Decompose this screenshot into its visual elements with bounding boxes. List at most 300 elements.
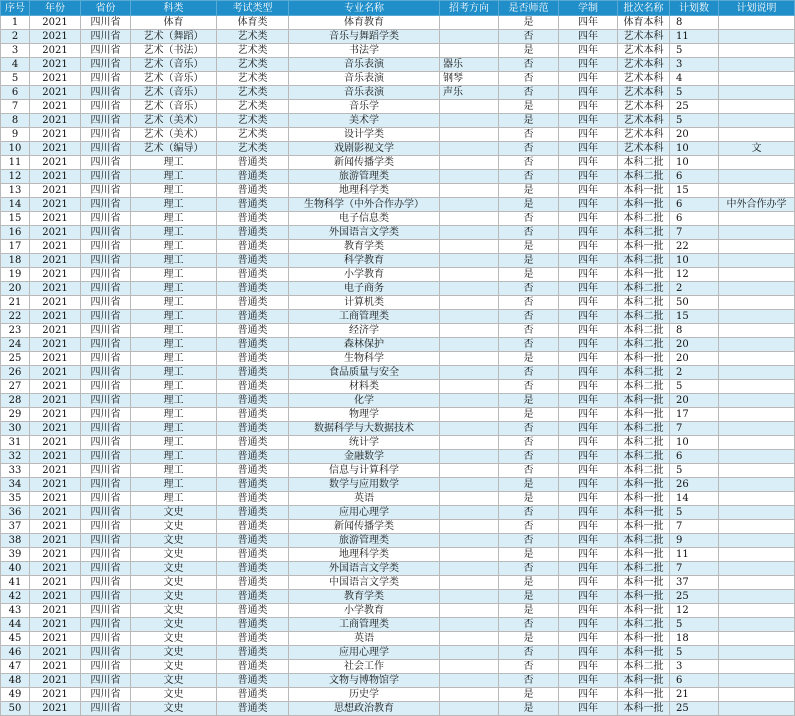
cell-index: 24	[1, 338, 30, 352]
cell-exam-type: 普通类	[217, 688, 289, 702]
cell-duration: 四年	[559, 58, 618, 72]
cell-plan-note	[719, 492, 795, 506]
cell-duration: 四年	[559, 436, 618, 450]
cell-batch-name: 本科一批	[618, 674, 670, 688]
cell-major-name: 美术学	[289, 114, 440, 128]
cell-province: 四川省	[81, 576, 131, 590]
cell-subject-category: 文史	[131, 604, 217, 618]
cell-index: 10	[1, 142, 30, 156]
cell-year: 2021	[30, 184, 81, 198]
cell-duration: 四年	[559, 408, 618, 422]
cell-exam-type: 普通类	[217, 520, 289, 534]
cell-plan-count: 5	[670, 380, 719, 394]
cell-direction	[440, 184, 499, 198]
cell-duration: 四年	[559, 618, 618, 632]
cell-province: 四川省	[81, 380, 131, 394]
cell-plan-note	[719, 352, 795, 366]
cell-index: 28	[1, 394, 30, 408]
cell-index: 40	[1, 562, 30, 576]
cell-duration: 四年	[559, 394, 618, 408]
cell-subject-category: 艺术（音乐）	[131, 72, 217, 86]
cell-plan-count: 6	[670, 170, 719, 184]
cell-exam-type: 艺术类	[217, 86, 289, 100]
table-row	[1, 520, 795, 534]
cell-plan-count: 3	[670, 58, 719, 72]
cell-subject-category: 理工	[131, 338, 217, 352]
cell-direction	[440, 534, 499, 548]
table-row	[1, 688, 795, 702]
cell-major-name: 新闻传播学类	[289, 156, 440, 170]
cell-major-name: 小学教育	[289, 604, 440, 618]
cell-province: 四川省	[81, 16, 131, 30]
cell-batch-name: 本科二批	[618, 296, 670, 310]
cell-year: 2021	[30, 114, 81, 128]
cell-province: 四川省	[81, 30, 131, 44]
cell-is-teacher-training: 是	[499, 254, 559, 268]
cell-plan-count: 2	[670, 282, 719, 296]
cell-exam-type: 普通类	[217, 450, 289, 464]
cell-major-name: 物理学	[289, 408, 440, 422]
cell-province: 四川省	[81, 198, 131, 212]
cell-batch-name: 本科二批	[618, 380, 670, 394]
cell-subject-category: 理工	[131, 310, 217, 324]
cell-batch-name: 本科一批	[618, 688, 670, 702]
cell-major-name: 历史学	[289, 688, 440, 702]
cell-exam-type: 普通类	[217, 408, 289, 422]
cell-is-teacher-training: 否	[499, 380, 559, 394]
table-row	[1, 478, 795, 492]
cell-plan-note	[719, 674, 795, 688]
cell-year: 2021	[30, 282, 81, 296]
cell-plan-count: 2	[670, 366, 719, 380]
cell-year: 2021	[30, 478, 81, 492]
cell-plan-count: 7	[670, 520, 719, 534]
cell-year: 2021	[30, 618, 81, 632]
cell-duration: 四年	[559, 128, 618, 142]
cell-index: 34	[1, 478, 30, 492]
cell-is-teacher-training: 是	[499, 688, 559, 702]
cell-duration: 四年	[559, 450, 618, 464]
cell-plan-count: 20	[670, 338, 719, 352]
cell-index: 13	[1, 184, 30, 198]
cell-is-teacher-training: 否	[499, 72, 559, 86]
cell-major-name: 外国语言文学类	[289, 562, 440, 576]
cell-is-teacher-training: 否	[499, 534, 559, 548]
cell-plan-note	[719, 114, 795, 128]
cell-province: 四川省	[81, 492, 131, 506]
table-row	[1, 618, 795, 632]
cell-province: 四川省	[81, 520, 131, 534]
cell-batch-name: 本科二批	[618, 254, 670, 268]
cell-direction	[440, 702, 499, 716]
cell-duration: 四年	[559, 240, 618, 254]
cell-subject-category: 文史	[131, 534, 217, 548]
cell-direction	[440, 436, 499, 450]
cell-is-teacher-training: 否	[499, 422, 559, 436]
table-body	[1, 16, 795, 716]
table-row	[1, 170, 795, 184]
table-row	[1, 408, 795, 422]
table-row	[1, 212, 795, 226]
cell-plan-note	[719, 296, 795, 310]
cell-plan-count: 20	[670, 394, 719, 408]
cell-is-teacher-training: 否	[499, 646, 559, 660]
cell-exam-type: 普通类	[217, 702, 289, 716]
cell-duration: 四年	[559, 86, 618, 100]
cell-is-teacher-training: 否	[499, 282, 559, 296]
cell-is-teacher-training: 否	[499, 506, 559, 520]
cell-batch-name: 本科二批	[618, 464, 670, 478]
cell-province: 四川省	[81, 646, 131, 660]
table-row	[1, 352, 795, 366]
cell-major-name: 金融数学	[289, 450, 440, 464]
cell-is-teacher-training: 否	[499, 170, 559, 184]
cell-subject-category: 理工	[131, 478, 217, 492]
cell-plan-count: 7	[670, 562, 719, 576]
cell-batch-name: 本科一批	[618, 394, 670, 408]
cell-major-name: 文物与博物馆学	[289, 674, 440, 688]
cell-major-name: 地理科学类	[289, 184, 440, 198]
cell-plan-note	[719, 506, 795, 520]
cell-direction	[440, 618, 499, 632]
cell-batch-name: 本科二批	[618, 156, 670, 170]
cell-province: 四川省	[81, 86, 131, 100]
cell-subject-category: 理工	[131, 170, 217, 184]
cell-subject-category: 理工	[131, 156, 217, 170]
cell-major-name: 旅游管理类	[289, 534, 440, 548]
cell-subject-category: 理工	[131, 240, 217, 254]
cell-is-teacher-training: 否	[499, 296, 559, 310]
cell-batch-name: 本科二批	[618, 310, 670, 324]
cell-direction	[440, 128, 499, 142]
table-row	[1, 142, 795, 156]
cell-batch-name: 艺术本科	[618, 72, 670, 86]
cell-exam-type: 艺术类	[217, 72, 289, 86]
cell-is-teacher-training: 是	[499, 576, 559, 590]
header-direction: 招考方向	[440, 1, 499, 16]
cell-is-teacher-training: 是	[499, 548, 559, 562]
cell-plan-note	[719, 618, 795, 632]
cell-is-teacher-training: 是	[499, 240, 559, 254]
cell-is-teacher-training: 否	[499, 562, 559, 576]
cell-exam-type: 普通类	[217, 226, 289, 240]
cell-is-teacher-training: 是	[499, 632, 559, 646]
cell-duration: 四年	[559, 576, 618, 590]
cell-batch-name: 本科一批	[618, 548, 670, 562]
cell-batch-name: 本科一批	[618, 492, 670, 506]
cell-index: 36	[1, 506, 30, 520]
cell-major-name: 英语	[289, 492, 440, 506]
cell-subject-category: 理工	[131, 212, 217, 226]
cell-index: 22	[1, 310, 30, 324]
table-row	[1, 324, 795, 338]
cell-plan-count: 10	[670, 142, 719, 156]
cell-province: 四川省	[81, 324, 131, 338]
cell-plan-note	[719, 338, 795, 352]
cell-province: 四川省	[81, 590, 131, 604]
cell-plan-note: 中外合作办学	[719, 198, 795, 212]
cell-direction	[440, 394, 499, 408]
cell-major-name: 生物科学（中外合作办学）	[289, 198, 440, 212]
cell-exam-type: 普通类	[217, 492, 289, 506]
cell-is-teacher-training: 否	[499, 128, 559, 142]
cell-batch-name: 本科一批	[618, 408, 670, 422]
cell-province: 四川省	[81, 534, 131, 548]
cell-major-name: 旅游管理类	[289, 170, 440, 184]
cell-major-name: 电子信息类	[289, 212, 440, 226]
cell-plan-count: 15	[670, 310, 719, 324]
cell-index: 26	[1, 366, 30, 380]
cell-batch-name: 体育本科	[618, 16, 670, 30]
cell-direction	[440, 506, 499, 520]
cell-duration: 四年	[559, 114, 618, 128]
cell-plan-count: 6	[670, 450, 719, 464]
table-row	[1, 338, 795, 352]
cell-plan-count: 20	[670, 128, 719, 142]
cell-duration: 四年	[559, 16, 618, 30]
cell-plan-note	[719, 282, 795, 296]
cell-batch-name: 本科二批	[618, 338, 670, 352]
cell-year: 2021	[30, 128, 81, 142]
cell-direction	[440, 422, 499, 436]
cell-year: 2021	[30, 590, 81, 604]
table-row	[1, 240, 795, 254]
cell-index: 42	[1, 590, 30, 604]
cell-subject-category: 理工	[131, 408, 217, 422]
cell-plan-count: 9	[670, 534, 719, 548]
table-row	[1, 548, 795, 562]
cell-province: 四川省	[81, 478, 131, 492]
cell-is-teacher-training: 是	[499, 16, 559, 30]
cell-is-teacher-training: 是	[499, 702, 559, 716]
cell-plan-count: 22	[670, 240, 719, 254]
cell-major-name: 信息与计算科学	[289, 464, 440, 478]
table-row	[1, 184, 795, 198]
table-row	[1, 268, 795, 282]
cell-year: 2021	[30, 520, 81, 534]
cell-year: 2021	[30, 338, 81, 352]
cell-batch-name: 本科一批	[618, 702, 670, 716]
cell-province: 四川省	[81, 240, 131, 254]
cell-province: 四川省	[81, 268, 131, 282]
table-row	[1, 436, 795, 450]
cell-plan-note	[719, 562, 795, 576]
cell-province: 四川省	[81, 114, 131, 128]
cell-exam-type: 普通类	[217, 282, 289, 296]
table-row	[1, 660, 795, 674]
cell-duration: 四年	[559, 688, 618, 702]
cell-batch-name: 本科二批	[618, 366, 670, 380]
cell-year: 2021	[30, 366, 81, 380]
cell-exam-type: 普通类	[217, 156, 289, 170]
cell-subject-category: 文史	[131, 674, 217, 688]
cell-is-teacher-training: 是	[499, 184, 559, 198]
cell-index: 44	[1, 618, 30, 632]
cell-plan-note	[719, 590, 795, 604]
cell-plan-note	[719, 380, 795, 394]
cell-index: 31	[1, 436, 30, 450]
cell-subject-category: 艺术（编导）	[131, 142, 217, 156]
header-batch-name: 批次名称	[618, 1, 670, 16]
cell-subject-category: 理工	[131, 436, 217, 450]
cell-is-teacher-training: 否	[499, 310, 559, 324]
cell-index: 47	[1, 660, 30, 674]
cell-plan-note	[719, 170, 795, 184]
cell-exam-type: 普通类	[217, 674, 289, 688]
cell-plan-note	[719, 688, 795, 702]
cell-is-teacher-training: 否	[499, 30, 559, 44]
cell-index: 12	[1, 170, 30, 184]
cell-duration: 四年	[559, 492, 618, 506]
cell-plan-count: 12	[670, 268, 719, 282]
table-row	[1, 492, 795, 506]
cell-major-name: 工商管理类	[289, 618, 440, 632]
cell-province: 四川省	[81, 226, 131, 240]
table-row	[1, 72, 795, 86]
cell-subject-category: 理工	[131, 380, 217, 394]
cell-plan-count: 11	[670, 548, 719, 562]
cell-direction	[440, 478, 499, 492]
cell-subject-category: 理工	[131, 394, 217, 408]
cell-plan-note	[719, 548, 795, 562]
cell-is-teacher-training: 是	[499, 198, 559, 212]
cell-plan-count: 6	[670, 198, 719, 212]
cell-plan-count: 50	[670, 296, 719, 310]
cell-plan-note	[719, 450, 795, 464]
cell-province: 四川省	[81, 422, 131, 436]
cell-year: 2021	[30, 170, 81, 184]
cell-major-name: 化学	[289, 394, 440, 408]
cell-is-teacher-training: 是	[499, 268, 559, 282]
cell-year: 2021	[30, 212, 81, 226]
cell-duration: 四年	[559, 478, 618, 492]
cell-duration: 四年	[559, 674, 618, 688]
cell-index: 20	[1, 282, 30, 296]
cell-year: 2021	[30, 464, 81, 478]
header-year: 年份	[30, 1, 81, 16]
cell-exam-type: 普通类	[217, 464, 289, 478]
cell-duration: 四年	[559, 338, 618, 352]
cell-major-name: 工商管理类	[289, 310, 440, 324]
cell-is-teacher-training: 否	[499, 674, 559, 688]
cell-direction	[440, 576, 499, 590]
cell-batch-name: 本科一批	[618, 352, 670, 366]
cell-direction	[440, 268, 499, 282]
cell-province: 四川省	[81, 58, 131, 72]
cell-subject-category: 艺术（美术）	[131, 128, 217, 142]
cell-duration: 四年	[559, 366, 618, 380]
cell-duration: 四年	[559, 534, 618, 548]
cell-subject-category: 理工	[131, 352, 217, 366]
cell-batch-name: 本科一批	[618, 268, 670, 282]
cell-batch-name: 本科二批	[618, 562, 670, 576]
cell-is-teacher-training: 是	[499, 352, 559, 366]
cell-province: 四川省	[81, 128, 131, 142]
cell-duration: 四年	[559, 646, 618, 660]
cell-batch-name: 艺术本科	[618, 142, 670, 156]
cell-province: 四川省	[81, 660, 131, 674]
cell-direction	[440, 198, 499, 212]
cell-batch-name: 本科一批	[618, 478, 670, 492]
cell-major-name: 材料类	[289, 380, 440, 394]
cell-index: 50	[1, 702, 30, 716]
cell-duration: 四年	[559, 562, 618, 576]
cell-batch-name: 艺术本科	[618, 58, 670, 72]
cell-duration: 四年	[559, 30, 618, 44]
cell-province: 四川省	[81, 170, 131, 184]
cell-major-name: 音乐表演	[289, 86, 440, 100]
cell-plan-note	[719, 632, 795, 646]
cell-year: 2021	[30, 534, 81, 548]
cell-plan-note	[719, 478, 795, 492]
cell-plan-count: 5	[670, 646, 719, 660]
table-row	[1, 380, 795, 394]
cell-exam-type: 普通类	[217, 212, 289, 226]
table-row	[1, 394, 795, 408]
cell-subject-category: 文史	[131, 702, 217, 716]
cell-major-name: 音乐与舞蹈学类	[289, 30, 440, 44]
cell-subject-category: 理工	[131, 492, 217, 506]
cell-exam-type: 普通类	[217, 632, 289, 646]
cell-province: 四川省	[81, 352, 131, 366]
table-row	[1, 646, 795, 660]
cell-plan-note	[719, 16, 795, 30]
cell-plan-note	[719, 604, 795, 618]
cell-plan-count: 6	[670, 674, 719, 688]
cell-province: 四川省	[81, 632, 131, 646]
cell-batch-name: 本科二批	[618, 450, 670, 464]
cell-direction	[440, 520, 499, 534]
cell-index: 23	[1, 324, 30, 338]
cell-plan-count: 5	[670, 464, 719, 478]
cell-plan-count: 6	[670, 212, 719, 226]
cell-subject-category: 文史	[131, 688, 217, 702]
cell-major-name: 教育学类	[289, 240, 440, 254]
cell-plan-note	[719, 44, 795, 58]
header-subject-category: 科类	[131, 1, 217, 16]
cell-province: 四川省	[81, 212, 131, 226]
cell-subject-category: 文史	[131, 562, 217, 576]
cell-index: 19	[1, 268, 30, 282]
cell-duration: 四年	[559, 170, 618, 184]
cell-province: 四川省	[81, 394, 131, 408]
cell-plan-note	[719, 422, 795, 436]
cell-year: 2021	[30, 604, 81, 618]
cell-plan-count: 15	[670, 184, 719, 198]
cell-exam-type: 普通类	[217, 324, 289, 338]
cell-year: 2021	[30, 632, 81, 646]
cell-is-teacher-training: 是	[499, 492, 559, 506]
cell-plan-note	[719, 156, 795, 170]
cell-index: 18	[1, 254, 30, 268]
cell-duration: 四年	[559, 268, 618, 282]
cell-batch-name: 艺术本科	[618, 114, 670, 128]
cell-duration: 四年	[559, 156, 618, 170]
cell-exam-type: 普通类	[217, 548, 289, 562]
cell-plan-note	[719, 128, 795, 142]
cell-batch-name: 本科二批	[618, 660, 670, 674]
cell-exam-type: 普通类	[217, 618, 289, 632]
cell-plan-count: 3	[670, 660, 719, 674]
cell-direction	[440, 254, 499, 268]
cell-is-teacher-training: 是	[499, 604, 559, 618]
cell-province: 四川省	[81, 296, 131, 310]
table-row	[1, 674, 795, 688]
cell-province: 四川省	[81, 604, 131, 618]
table-row	[1, 506, 795, 520]
table-row	[1, 30, 795, 44]
cell-exam-type: 普通类	[217, 198, 289, 212]
